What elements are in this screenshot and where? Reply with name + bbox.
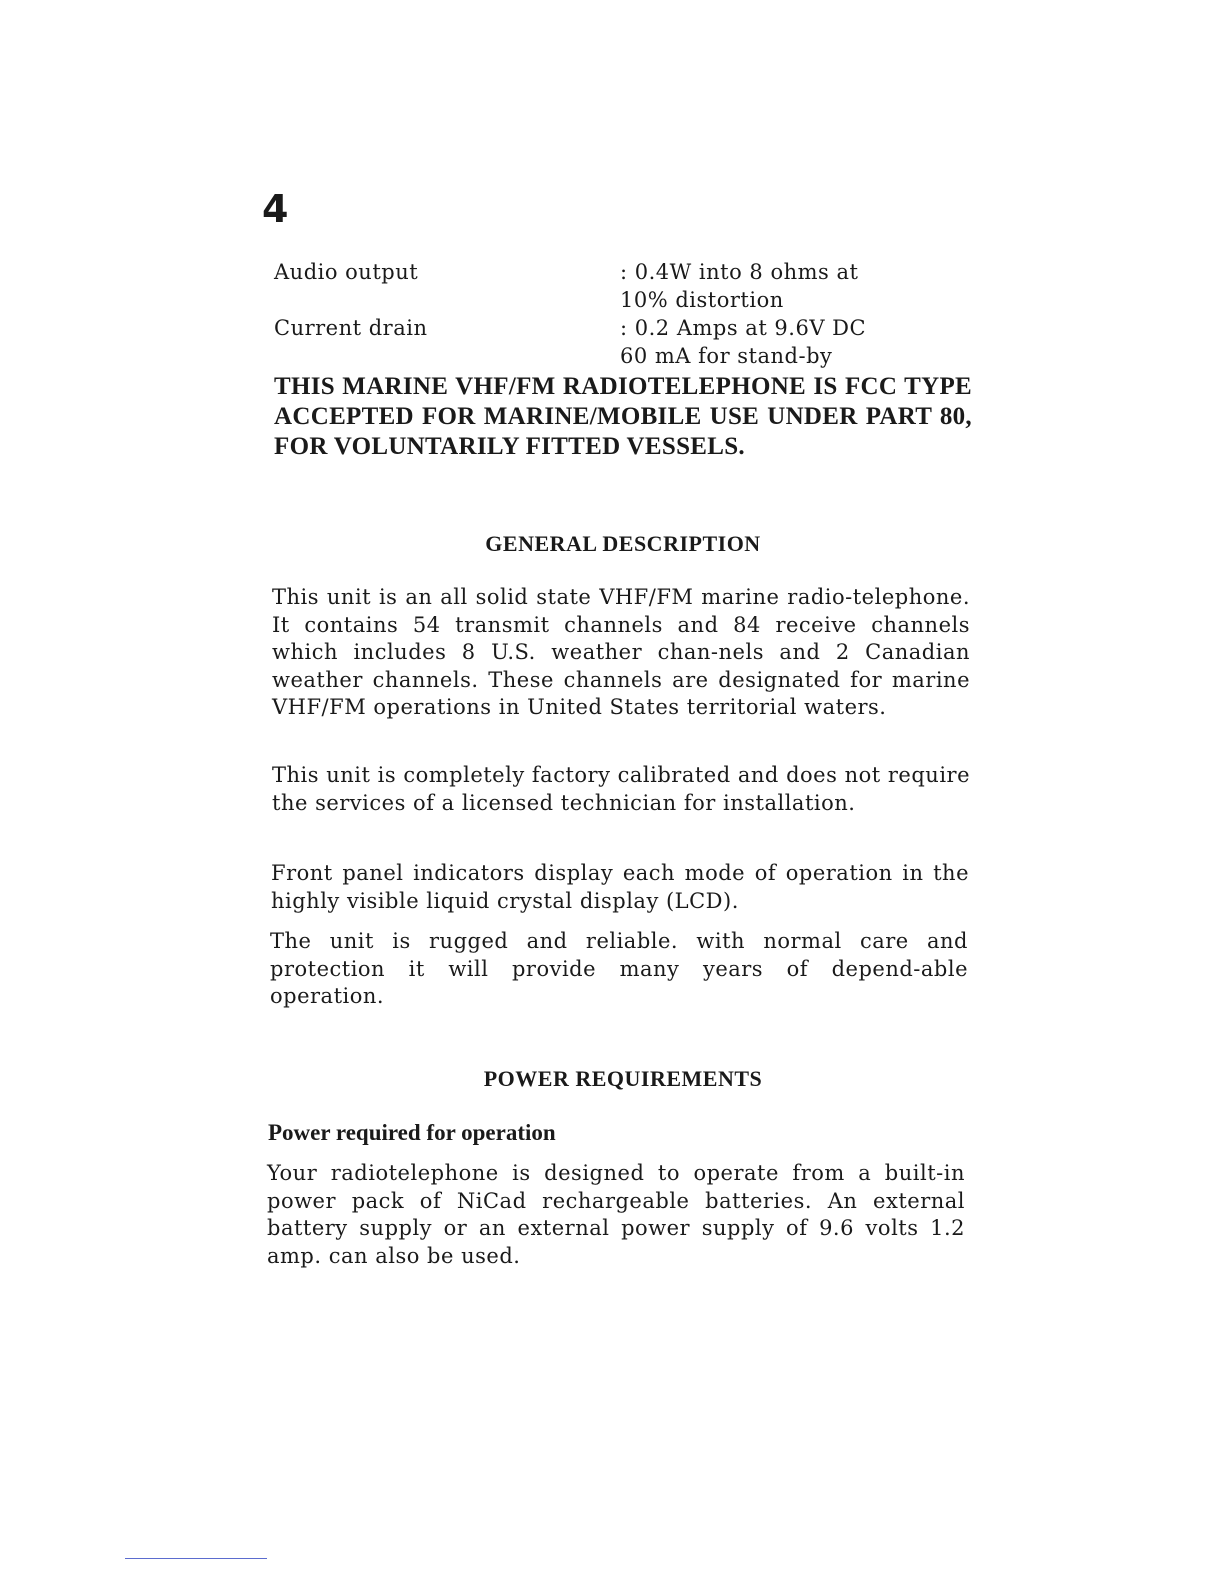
power-required-subheading: Power required for operation (268, 1120, 556, 1145)
spec-label: Current drain (274, 316, 428, 340)
spec-value-line: : 0.4W into 8 ohms at (620, 260, 859, 284)
spec-row-current-drain (274, 314, 974, 370)
spec-value (620, 314, 920, 370)
spec-label: Audio output (274, 260, 419, 284)
spec-value-line: 60 mA for stand-by (620, 344, 833, 368)
spec-value-line: 10% distortion (620, 288, 784, 312)
footer-rule (125, 1558, 267, 1559)
description-paragraph: Front panel indicators display each mode of operation in the highly visible liquid crystal display (LCD). (271, 861, 969, 913)
power-paragraph: Your radiotelephone is designed to operate from a built-in power pack of NiCad rechargeable batteries. An external battery supply or an external power supply of 9.6 volts 1.2 amp. can also be used. (267, 1161, 965, 1268)
spec-value-line: : 0.2 Amps at 9.6V DC (620, 316, 867, 340)
spec-value (620, 258, 920, 314)
specifications-list (274, 258, 974, 370)
fcc-notice: THIS MARINE VHF/FM RADIOTELEPHONE IS FCC TYPE ACCEPTED FOR MARINE/MOBILE USE UNDER PART 80, FOR VOLUNTARILY FITTED VESSELS. (274, 373, 972, 460)
description-paragraph: This unit is completely factory calibrated and does not require the services of a licensed technician for installation. (272, 763, 970, 815)
page-number: 4 (262, 187, 289, 231)
description-paragraph: The unit is rugged and reliable. with normal care and protection it will provide many years of depend-able operation. (270, 929, 968, 1008)
power-requirements-heading: POWER REQUIREMENTS (483, 1066, 763, 1091)
spec-row-audio-output (274, 258, 974, 314)
general-description-heading: GENERAL DESCRIPTION (485, 531, 761, 556)
description-paragraph: This unit is an all solid state VHF/FM marine radio-telephone. It contains 54 transmit channels and 84 receive channels which includes 8 U.S. weather chan-nels and 2 Canadian weather channels. These channels are designated for marine VHF/FM operations in United States territorial waters. (272, 585, 970, 719)
